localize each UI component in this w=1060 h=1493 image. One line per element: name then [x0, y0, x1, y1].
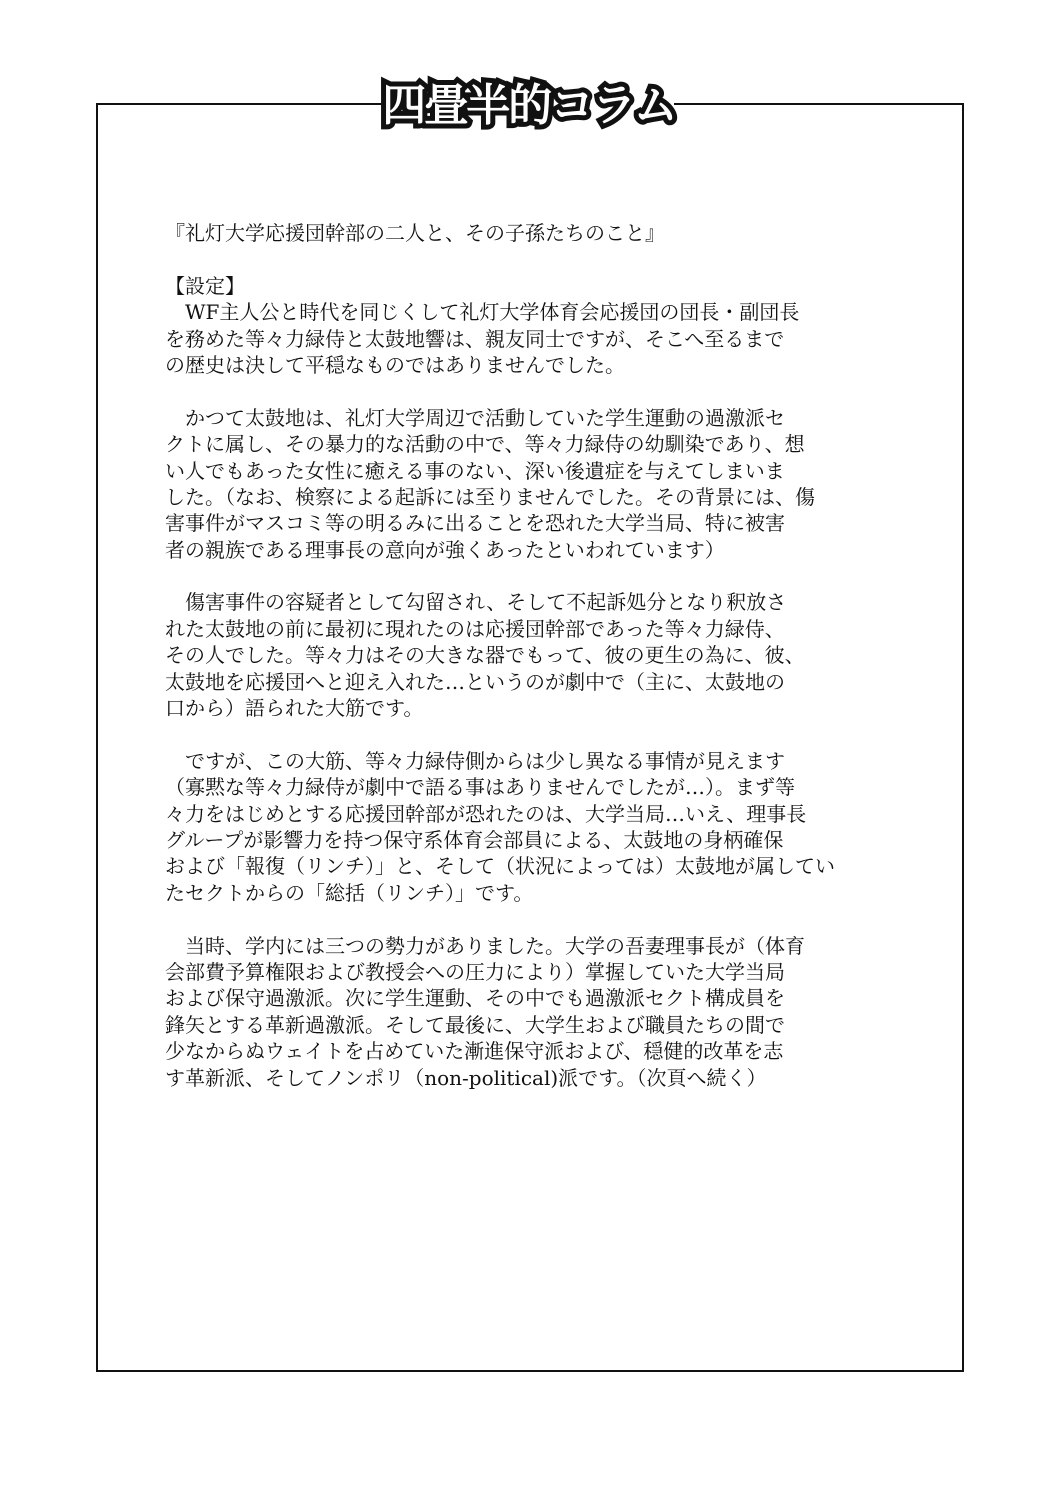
column-title-banner — [384, 78, 674, 134]
paragraph-5-line-4: 鋒矢とする革新過激派。そして最後に、大学生および職員たちの間で — [165, 1012, 785, 1037]
paragraph-2-line-1: かつて太鼓地は、礼灯大学周辺で活動していた学生運動の過激派セ — [165, 405, 785, 430]
paragraph-3-line-4: 太鼓地を応援団へと迎え入れた…というのが劇中で（主に、太鼓地の — [165, 669, 785, 694]
paragraph-4-line-5: および「報復（リンチ）」と、そして（状況によっては）太鼓地が属してい — [165, 854, 835, 879]
paragraph-3-line-2: れた太鼓地の前に最初に現れたのは応援団幹部であった等々力緑侍、 — [165, 616, 785, 641]
spacer — [165, 378, 925, 404]
paragraph-1-line-3: の歴史は決して平穏なものではありませんでした。 — [165, 352, 625, 377]
paragraph-5-line-5: 少なからぬウェイトを占めていた漸進保守派および、穏健的改革を志 — [165, 1039, 784, 1064]
paragraph-4-line-4: グループが影響力を持つ保守系体育会部員による、太鼓地の身柄確保 — [165, 827, 784, 852]
paragraph-5-line-3: および保守過激派。次に学生運動、その中でも過激派セクト構成員を — [165, 986, 785, 1011]
paragraph-3-line-3: その人でした。等々力はその大きな器でもって、彼の更生の為に、彼、 — [165, 643, 805, 668]
paragraph-4-line-2: （寡黙な等々力緑侍が劇中で語る事はありませんでしたが…）。まず等 — [165, 775, 795, 800]
spacer — [165, 721, 925, 747]
paragraph-4-line-6: たセクトからの「総括（リンチ）」です。 — [165, 880, 534, 905]
paragraph-2-line-2: クトに属し、その暴力的な活動の中で、等々力緑侍の幼馴染であり、想 — [165, 432, 805, 457]
article-body — [165, 220, 925, 1091]
paragraph-3-line-5: 口から）語られた大筋です。 — [165, 696, 424, 721]
paragraph-2-line-3: い人でもあった女性に癒える事のない、深い後遺症を与えてしまいま — [165, 458, 785, 483]
column-title: 四畳半的コラム — [382, 80, 676, 131]
spacer — [165, 563, 925, 589]
paragraph-5-line-6: す革新派、そしてノンポリ（non-political)派です。（次頁へ続く） — [165, 1065, 767, 1090]
paragraph-5-line-1: 当時、学内には三つの勢力がありました。大学の吾妻理事長が（体育 — [165, 933, 805, 958]
paragraph-4-line-1: ですが、この大筋、等々力緑侍側からは少し異なる事情が見えます — [165, 748, 785, 773]
paragraph-2-line-5: 害事件がマスコミ等の明るみに出ることを恐れた大学当局、特に被害 — [165, 511, 785, 536]
paragraph-1-line-1: WF主人公と時代を同じくして礼灯大学体育会応援団の団長・副団長 — [165, 300, 800, 325]
article-heading: 『礼灯大学応援団幹部の二人と、その子孫たちのこと』 — [165, 221, 665, 245]
spacer — [165, 906, 925, 932]
paragraph-1-line-2: を務めた等々力緑侍と太鼓地響は、親友同士ですが、そこへ至るまで — [165, 326, 785, 351]
paragraph-5-line-2: 会部費予算権限および教授会への圧力により）掌握していた大学当局 — [165, 959, 785, 984]
spacer — [165, 246, 925, 272]
section-label: 【設定】 — [165, 273, 245, 298]
paragraph-4-line-3: 々力をはじめとする応援団幹部が恐れたのは、大学当局…いえ、理事長 — [165, 801, 807, 826]
paragraph-2-line-4: した。（なお、検察による起訴には至りませんでした。その背景には、傷 — [165, 484, 815, 509]
paragraph-2-line-6: 者の親族である理事長の意向が強くあったといわれています） — [165, 537, 725, 562]
paragraph-3-line-1: 傷害事件の容疑者として勾留され、そして不起訴処分となり釈放さ — [165, 590, 787, 615]
